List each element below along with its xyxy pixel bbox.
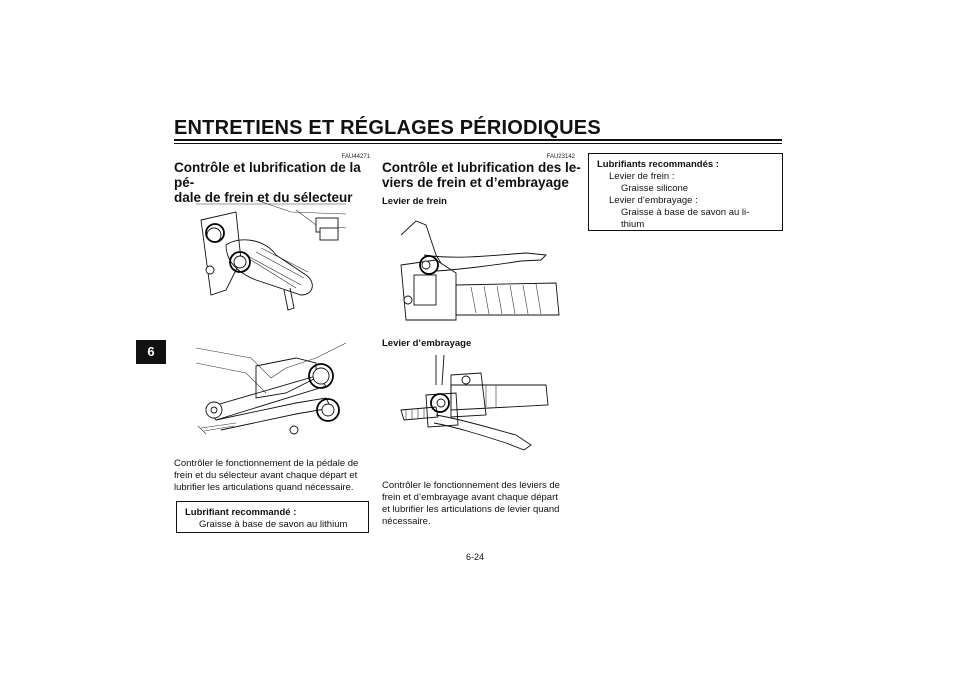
paragraph-line: frein et du sélecteur avant chaque départ et bbox=[174, 470, 358, 481]
lubricant-box-value: Graisse à base de savon au lithium bbox=[199, 519, 348, 530]
brake-pedal-illustration bbox=[196, 200, 346, 312]
brake-lubricant-label: Levier de frein : bbox=[609, 171, 675, 182]
section-code: FAU44271 bbox=[341, 154, 370, 160]
header-rule bbox=[174, 139, 782, 141]
paragraph-line: frein et d’embrayage avant chaque départ bbox=[382, 492, 558, 503]
header-rule-thin bbox=[174, 143, 782, 144]
heading-line: Contrôle et lubrification de la pé- bbox=[174, 160, 361, 190]
levers-paragraph bbox=[382, 480, 576, 528]
paragraph-line: et lubrifier les articulations de levier quand bbox=[382, 504, 560, 515]
lubricants-box bbox=[588, 153, 783, 231]
paragraph-line: Contrôler le fonctionnement des leviers de bbox=[382, 480, 560, 491]
paragraph-line: nécessaire. bbox=[382, 516, 431, 527]
chapter-number: 6 bbox=[147, 344, 155, 359]
lubricants-box-title: Lubrifiants recommandés : bbox=[597, 159, 719, 170]
shift-lever-illustration bbox=[196, 338, 354, 438]
clutch-lubricant-value-cont: thium bbox=[621, 219, 645, 230]
lubricant-box-title: Lubrifiant recommandé : bbox=[185, 507, 297, 518]
heading-line: Contrôle et lubrification des le- bbox=[382, 160, 581, 175]
heading-line: dale de frein et du sélecteur bbox=[174, 190, 353, 205]
paragraph-line: Contrôler le fonctionnement de la pédale de bbox=[174, 458, 359, 469]
clutch-lubricant-label: Levier d’embrayage : bbox=[609, 195, 698, 206]
section-code: FAU23142 bbox=[546, 154, 575, 160]
brake-lever-label: Levier de frein bbox=[382, 196, 447, 207]
pedal-paragraph bbox=[174, 458, 370, 494]
section-heading-levers bbox=[382, 160, 582, 190]
page-title: ENTRETIENS ET RÉGLAGES PÉRIODIQUES bbox=[174, 117, 601, 139]
brake-lubricant-value: Graisse silicone bbox=[621, 183, 689, 194]
heading-line: viers de frein et d’embrayage bbox=[382, 175, 569, 190]
brake-lever-illustration bbox=[396, 215, 566, 330]
page-number: 6-24 bbox=[466, 552, 485, 562]
clutch-lever-label: Levier d’embrayage bbox=[382, 338, 472, 349]
clutch-lubricant-value: Graisse à base de savon au li- bbox=[621, 207, 750, 218]
section-heading-pedal bbox=[174, 160, 374, 205]
clutch-lever-illustration bbox=[396, 355, 566, 460]
lubricant-box bbox=[176, 501, 369, 533]
paragraph-line: lubrifier les articulations quand nécessaire. bbox=[174, 482, 354, 493]
